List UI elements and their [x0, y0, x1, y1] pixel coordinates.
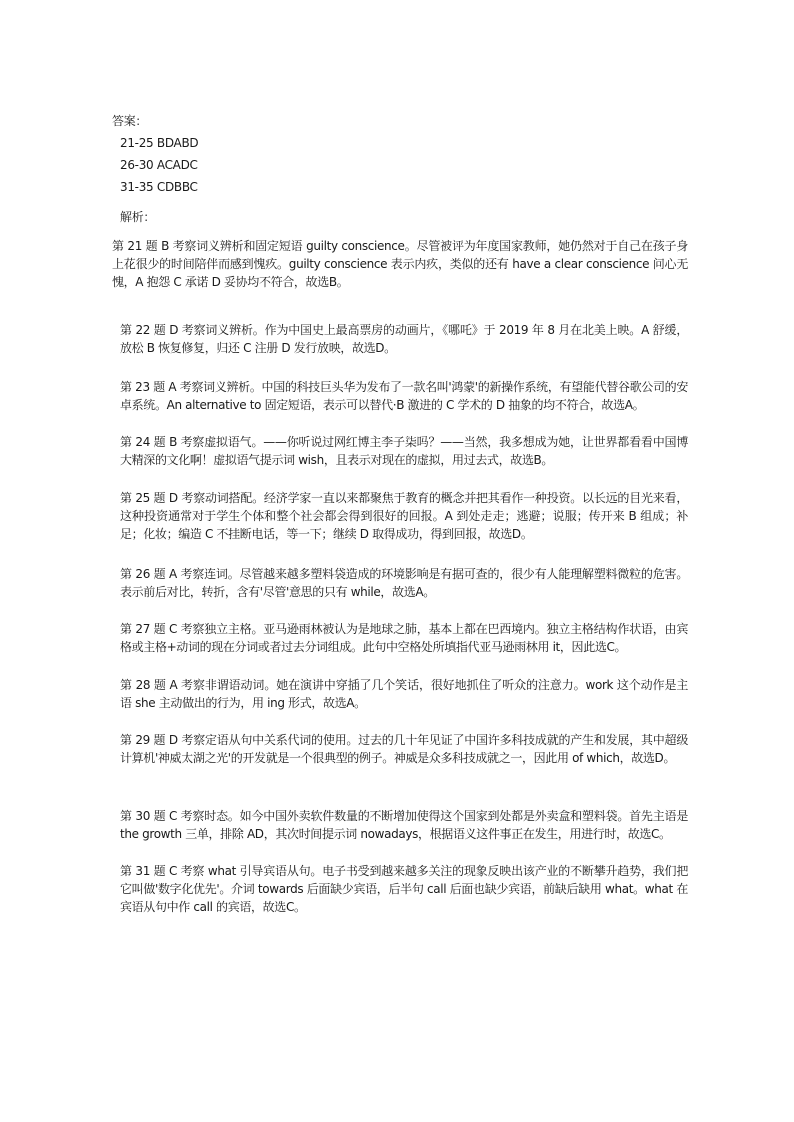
answer-row: 21-25 BDABD — [120, 136, 199, 150]
analysis-paragraph-22: 第 22 题 D 考察词义辨析。作为中国史上最高票房的动画片，《哪吒》于 2019 年 8 月在北美上映。A 舒缓，放松 B 恢复修复，归还 C 注册 D 发行放映，故选D。 — [120, 323, 688, 355]
answer-key — [112, 110, 198, 198]
analysis-paragraph-28: 第 28 题 A 考察非谓语动词。她在演讲中穿插了几个笑话，很好地抓住了听众的注意力。work 这个动作是主语 she 主动做出的行为，用 ing 形式，故选A。 — [120, 678, 688, 710]
analysis-paragraph-24: 第 24 题 B 考察虚拟语气。——你听说过网红博主李子柒吗？——当然，我多想成为她，让世界都看看中国博大精深的文化啊！虚拟语气提示词 wish，且表示对现在的虚拟，用过去式，故选B。 — [120, 435, 688, 467]
analysis-paragraph-30: 第 30 题 C 考察时态。如今中国外卖软件数量的不断增加使得这个国家到处都是外卖盒和塑料袋。首先主语是 the growth 三单，排除 AD，其次时间提示词 nowadays，根据语义这件事正在发生，用进行时，故选C。 — [120, 809, 688, 841]
analysis-paragraph-31: 第 31 题 C 考察 what 引导宾语从句。电子书受到越来越多关注的现象反映出该产业的不断攀升趋势，我们把它叫做'数字化优先'。介词 towards 后面缺少宾语，后半句 call 后面也缺少宾语，前缺后缺用 what。what 在宾语从句中作 call 的宾语，故选C。 — [120, 864, 688, 914]
answer-row: 31-35 CDBBC — [120, 180, 198, 194]
analysis-paragraph-25: 第 25 题 D 考察动词搭配。经济学家一直以来都聚焦于教育的概念并把其看作一种投资。以长远的目光来看，这种投资通常对于学生个体和整个社会都会得到很好的回报。A 到处走走；逃避；说服；传开来 B 组成；补足；化妆；编造 C 不挂断电话，等一下；继续 D 取得成功，得到回报，故选D。 — [120, 491, 688, 541]
answer-label: 答案： — [112, 114, 148, 128]
analysis-label: 解析： — [120, 210, 156, 224]
analysis-paragraph-26: 第 26 题 A 考察连词。尽管越来越多塑料袋造成的环境影响是有据可查的，很少有人能理解塑料微粒的危害。表示前后对比，转折，含有'尽管'意思的只有 while，故选A。 — [120, 567, 688, 599]
analysis-paragraph-29: 第 29 题 D 考察定语从句中关系代词的使用。过去的几十年见证了中国许多科技成就的产生和发展，其中超级计算机'神威太湖之光'的开发就是一个很典型的例子。神威是众多科技成就之一，因此用 of which，故选D。 — [120, 733, 688, 765]
answer-row: 26-30 ACADC — [120, 158, 198, 172]
analysis-paragraph-23: 第 23 题 A 考察词义辨析。中国的科技巨头华为发布了一款名叫'鸿蒙'的新操作系统，有望能代替谷歌公司的安卓系统。An alternative to 固定短语，表示可以替代·B 激进的 C 学术的 D 抽象的均不符合，故选A。 — [120, 380, 688, 412]
analysis-paragraph-21: 第 21 题 B 考察词义辨析和固定短语 guilty conscience。尽管被评为年度国家教师，她仍然对于自己在孩子身上花很少的时间陪伴而感到愧疚。guilty conscience 表示内疚，类似的还有 have a clear conscience 问心无愧，A 抱怨 C 承诺 D 妥协均不符合，故选B。 — [112, 239, 688, 289]
analysis-paragraph-27: 第 27 题 C 考察独立主格。亚马逊雨林被认为是地球之肺，基本上都在巴西境内。独立主格结构作状语，由宾格或主格+动词的现在分词或者过去分词组成。此句中空格处所填指代亚马逊雨林用 it，因此选C。 — [120, 622, 688, 654]
